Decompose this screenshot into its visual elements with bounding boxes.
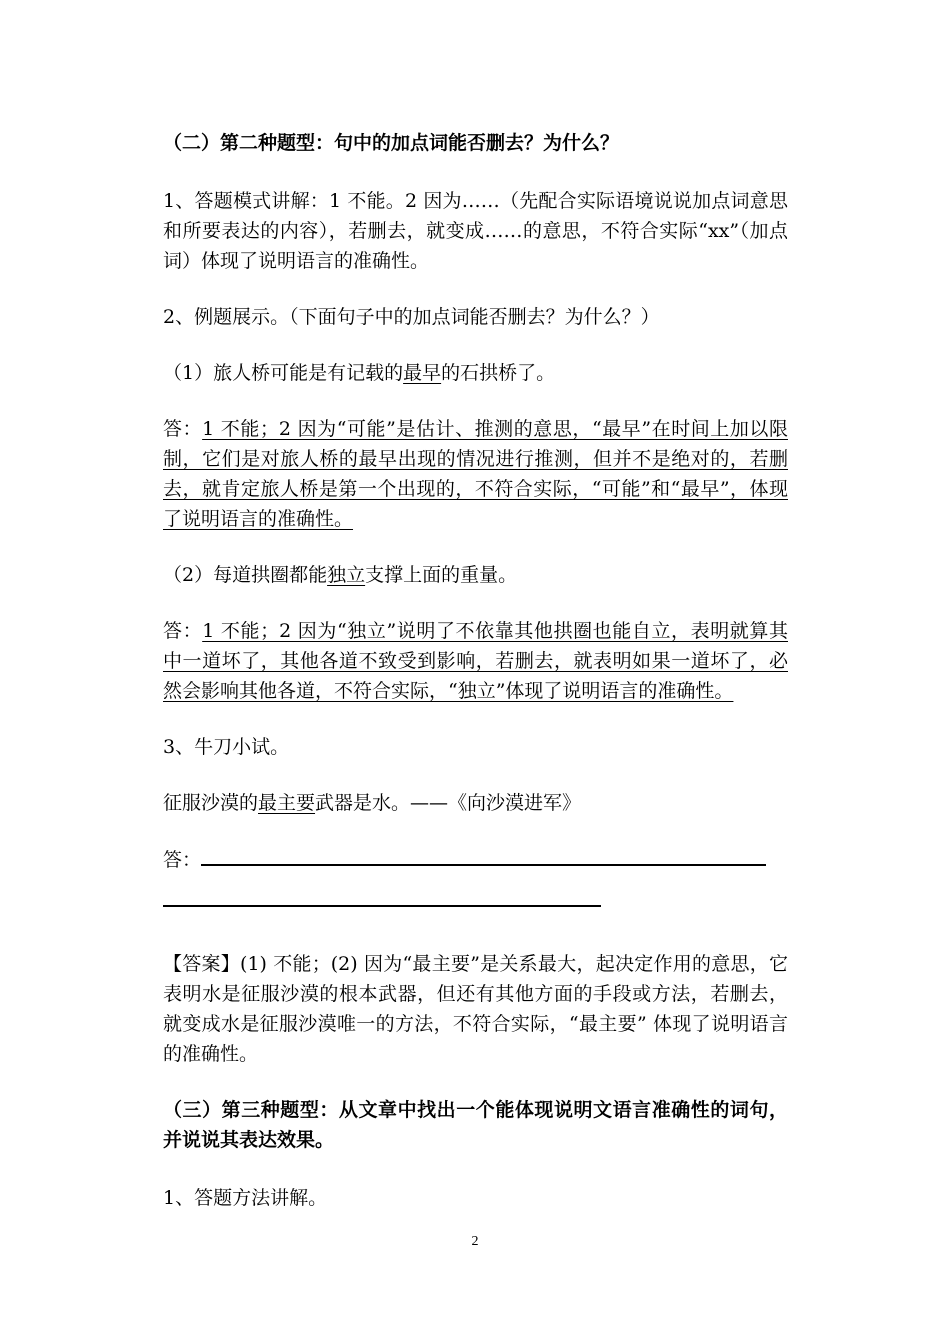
example-1-pre: （1）旅人桥可能是有记载的 <box>163 362 404 384</box>
practice-keyword: 最主要 <box>258 792 316 814</box>
answer-key-text: (1) 不能；(2) 因为“最主要”是关系最大，起决定作用的意思，它表明水是征服沙漠的根本武器，但还有其他方面的手段或方法，若删去，就变成水是征服沙漠唯一的方法，不符合实际，“最主要” 体现了说明语言的准确性。 <box>163 953 788 1065</box>
section-2-item-2: 2、例题展示。（下面句子中的加点词能否删去？为什么？） <box>163 306 660 328</box>
practice-post: 武器是水。——《向沙漠进军》 <box>315 792 582 814</box>
section-2-item-1: 1、答题模式讲解：1 不能。2 因为……（先配合实际语境说说加点词意思和所要表达的内容），若删去，就变成……的意思，不符合实际“xx”（加点词）体现了说明语言的准确性。 <box>163 190 788 272</box>
practice-answer-label: 答： <box>163 849 202 871</box>
section-2-item-3: 3、牛刀小试。 <box>163 736 290 758</box>
section-3-heading: （三）第三种题型：从文章中找出一个能体现说明文语言准确性的词句，并说说其表达效果。 <box>163 1099 788 1151</box>
answer-blank-line-2[interactable] <box>163 903 601 907</box>
example-2-post: 支撑上面的重量。 <box>365 564 518 586</box>
answer-key-label: 【答案】 <box>163 953 241 975</box>
example-1-sentence <box>163 358 788 388</box>
answer-key <box>163 949 788 1069</box>
page-number: 2 <box>471 1234 479 1249</box>
practice-answer-row <box>163 844 788 875</box>
example-1-keyword: 最早 <box>403 362 442 384</box>
example-1-answer-label: 答： <box>163 418 203 440</box>
page-content <box>163 128 788 1239</box>
section-2-heading: （二）第二种题型：句中的加点词能否删去？为什么？ <box>163 132 620 154</box>
example-2-sentence <box>163 560 788 590</box>
example-1-answer <box>163 414 788 534</box>
practice-pre: 征服沙漠的 <box>163 792 259 814</box>
example-2-keyword: 独立 <box>327 564 366 586</box>
example-2-answer <box>163 616 788 706</box>
example-2-answer-text: 1 不能；2 因为“独立”说明了不依靠其他拱圈也能自立，表明就算其中一道坏了，其他各道不致受到影响，若删去，就表明如果一道坏了，必然会影响其他各道，不符合实际，“独立”体现了说明语言的准确性。 <box>163 620 788 702</box>
example-1-answer-text: 1 不能；2 因为“可能”是估计、推测的意思，“最早”在时间上加以限制，它们是对旅人桥的最早出现的情况进行推测，但并不是绝对的，若删去，就肯定旅人桥是第一个出现的，不符合实际，“可能”和“最早”，体现了说明语言的准确性。 <box>163 418 788 530</box>
answer-blank-line-1[interactable] <box>201 844 766 866</box>
section-3-item-1: 1、答题方法讲解。 <box>163 1187 328 1209</box>
example-1-post: 的石拱桥了。 <box>441 362 556 384</box>
example-2-answer-label: 答： <box>163 620 203 642</box>
example-2-pre: （2）每道拱圈都能 <box>163 564 328 586</box>
practice-sentence <box>163 788 788 818</box>
